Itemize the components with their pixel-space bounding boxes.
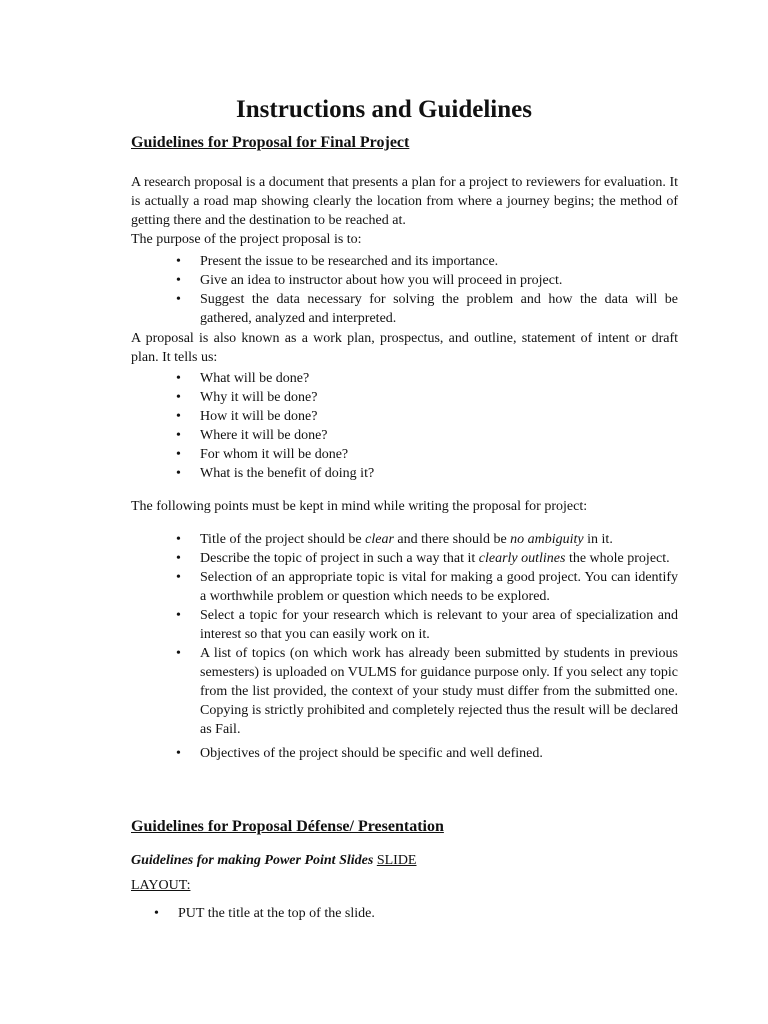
list-item: • Selection of an appropriate topic is vital for making a good project. You can identify a worthwhile problem or question which needs to be explored. (176, 568, 678, 606)
points-list (176, 530, 678, 763)
point-text: in it. (583, 532, 613, 547)
emphasis-text: clear (365, 532, 394, 547)
slide-word: SLIDE (376, 853, 417, 868)
slides-subheading (131, 851, 416, 870)
list-item: • What is the benefit of doing it? (176, 464, 678, 483)
emphasis-text: clearly outlines (478, 551, 566, 566)
page-title: Instructions and Guidelines (236, 96, 532, 123)
section-heading-defense: Guidelines for Proposal Défense/ Presentation (131, 818, 444, 835)
purpose-list (176, 252, 678, 328)
layout-label: LAYOUT: (131, 878, 191, 893)
section-heading-proposal: Guidelines for Proposal for Final Project (131, 134, 410, 151)
list-item: • Objectives of the project should be specific and well defined. (176, 744, 678, 763)
slides-subheading-text: Guidelines for making Power Point Slides (131, 853, 374, 868)
list-item: • How it will be done? (176, 407, 678, 426)
list-item: • For whom it will be done? (176, 445, 678, 464)
list-item: • What will be done? (176, 369, 678, 388)
emphasis-text: no ambiguity (510, 532, 584, 547)
list-item (176, 549, 678, 568)
purpose-lead: The purpose of the project proposal is to: (131, 232, 362, 247)
tells-list (176, 369, 678, 483)
points-lead: The following points must be kept in mind while writing the proposal for project: (131, 499, 588, 514)
list-item: • Present the issue to be researched and its importance. (176, 252, 678, 271)
list-item: • Give an idea to instructor about how you will proceed in project. (176, 271, 678, 290)
list-item: • Where it will be done? (176, 426, 678, 445)
point-text: and there should be (393, 532, 511, 547)
list-item: • Why it will be done? (176, 388, 678, 407)
list-item: • Select a topic for your research which is relevant to your area of specialization and interest so that you can easily work on it. (176, 606, 678, 644)
point-text: Describe the topic of project in such a way that it (200, 551, 479, 566)
aka-paragraph: A proposal is also known as a work plan, prospectus, and outline, statement of intent or draft plan. It tells us: (131, 331, 678, 365)
intro-paragraph: A research proposal is a document that presents a plan for a project to reviewers for evaluation. It is actually a road map showing clearly the location from where a journey begins; the method of getting there and the destination to be reached at. (131, 175, 678, 228)
layout-list (154, 904, 656, 923)
list-item (176, 530, 678, 549)
list-item: • Suggest the data necessary for solving the problem and how the data will be gathered, analyzed and interpreted. (176, 290, 678, 328)
point-text: Title of the project should be (200, 532, 366, 547)
point-text: the whole project. (565, 551, 670, 566)
list-item: • PUT the title at the top of the slide. (154, 904, 656, 923)
list-item: • A list of topics (on which work has already been submitted by students in previous semesters) is uploaded on VULMS for guidance purpose only. If you select any topic from the list provided, the context of your study must differ from the submitted one. Copying is strictly prohibited and completely rejected thus the result will be declared as Fail. (176, 644, 678, 739)
